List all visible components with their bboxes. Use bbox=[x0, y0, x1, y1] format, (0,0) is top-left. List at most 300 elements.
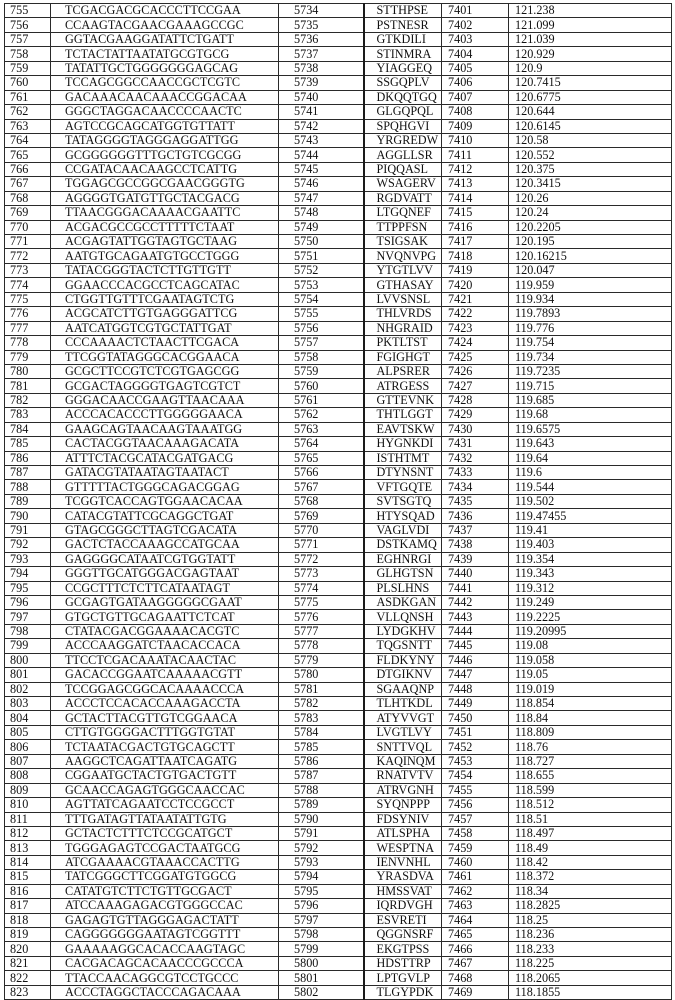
score-cell: 120.6145 bbox=[509, 119, 672, 133]
peptide-id-cell: 7464 bbox=[442, 913, 509, 927]
peptide-cell: EKGTPSS bbox=[364, 942, 442, 956]
row-index-cell: 823 bbox=[5, 985, 51, 999]
peptide-id-cell: 7409 bbox=[442, 119, 509, 133]
score-cell: 118.372 bbox=[509, 870, 672, 884]
peptide-cell: IQRDVGH bbox=[364, 899, 442, 913]
dna-sequence-cell: GGGACAACCGAAGTTAACAAA bbox=[51, 393, 279, 407]
table-row bbox=[5, 393, 672, 407]
score-cell: 120.24 bbox=[509, 206, 672, 220]
sequence-id-cell: 5749 bbox=[279, 220, 364, 234]
table-row bbox=[5, 350, 672, 364]
row-index-cell: 773 bbox=[5, 263, 51, 277]
row-index-cell: 822 bbox=[5, 971, 51, 985]
score-cell: 118.233 bbox=[509, 942, 672, 956]
peptide-cell: YTGTLVV bbox=[364, 263, 442, 277]
dna-sequence-cell: GACACCGGAATCAAAAACGTT bbox=[51, 668, 279, 682]
peptide-id-cell: 7416 bbox=[442, 220, 509, 234]
row-index-cell: 797 bbox=[5, 610, 51, 624]
dna-sequence-cell: TTTGATAGTTATAATATTGTG bbox=[51, 812, 279, 826]
table-row bbox=[5, 18, 672, 32]
score-cell: 120.7415 bbox=[509, 76, 672, 90]
table-row bbox=[5, 581, 672, 595]
table-row bbox=[5, 321, 672, 335]
row-index-cell: 759 bbox=[5, 61, 51, 75]
score-cell: 119.68 bbox=[509, 408, 672, 422]
table-row bbox=[5, 480, 672, 494]
dna-sequence-cell: ATCCAAAGAGACGTGGGCCAC bbox=[51, 899, 279, 913]
score-cell: 120.644 bbox=[509, 105, 672, 119]
sequence-id-cell: 5788 bbox=[279, 783, 364, 797]
peptide-id-cell: 7420 bbox=[442, 278, 509, 292]
table-row bbox=[5, 408, 672, 422]
table-row bbox=[5, 769, 672, 783]
table-row bbox=[5, 422, 672, 436]
table-row bbox=[5, 567, 672, 581]
score-cell: 119.544 bbox=[509, 480, 672, 494]
peptide-id-cell: 7444 bbox=[442, 624, 509, 638]
dna-sequence-cell: TATCGGGCTTCGGATGTGGCG bbox=[51, 870, 279, 884]
table-row bbox=[5, 263, 672, 277]
sequence-id-cell: 5750 bbox=[279, 235, 364, 249]
peptide-cell: SNTTVQL bbox=[364, 740, 442, 754]
peptide-id-cell: 7424 bbox=[442, 336, 509, 350]
peptide-cell: HTYSQAD bbox=[364, 509, 442, 523]
score-cell: 118.25 bbox=[509, 913, 672, 927]
peptide-cell: TQGSNTT bbox=[364, 639, 442, 653]
peptide-cell: ATRGESS bbox=[364, 379, 442, 393]
peptide-cell: HDSTTRP bbox=[364, 956, 442, 970]
table-row bbox=[5, 133, 672, 147]
sequence-id-cell: 5797 bbox=[279, 913, 364, 927]
peptide-id-cell: 7422 bbox=[442, 307, 509, 321]
peptide-id-cell: 7452 bbox=[442, 740, 509, 754]
table-row bbox=[5, 451, 672, 465]
sequence-id-cell: 5783 bbox=[279, 711, 364, 725]
peptide-cell: RGDVATT bbox=[364, 191, 442, 205]
dna-sequence-cell: GACTCTACCAAAGCCATGCAA bbox=[51, 538, 279, 552]
dna-sequence-cell: GGTACGAAGGATATTCTGATT bbox=[51, 32, 279, 46]
dna-sequence-cell: CTGGTTGTTTCGAATAGTCTG bbox=[51, 292, 279, 306]
row-index-cell: 816 bbox=[5, 884, 51, 898]
score-cell: 120.552 bbox=[509, 148, 672, 162]
score-cell: 119.019 bbox=[509, 682, 672, 696]
peptide-cell: YRASDVA bbox=[364, 870, 442, 884]
sequence-id-cell: 5752 bbox=[279, 263, 364, 277]
table-row bbox=[5, 812, 672, 826]
table-row bbox=[5, 711, 672, 725]
peptide-cell: STINMRA bbox=[364, 47, 442, 61]
peptide-cell: GLHGTSN bbox=[364, 567, 442, 581]
peptide-cell: SVTSGTQ bbox=[364, 494, 442, 508]
sequence-id-cell: 5777 bbox=[279, 624, 364, 638]
row-index-cell: 756 bbox=[5, 18, 51, 32]
score-cell: 118.42 bbox=[509, 855, 672, 869]
peptide-cell: VAGLVDI bbox=[364, 523, 442, 537]
table-row bbox=[5, 826, 672, 840]
dna-sequence-cell: CACTACGGTAACAAAGACATA bbox=[51, 437, 279, 451]
table-row bbox=[5, 494, 672, 508]
row-index-cell: 780 bbox=[5, 364, 51, 378]
peptide-id-cell: 7418 bbox=[442, 249, 509, 263]
sequence-id-cell: 5737 bbox=[279, 47, 364, 61]
dna-sequence-cell: AGTCCGCAGCATGGTGTTATT bbox=[51, 119, 279, 133]
score-cell: 119.734 bbox=[509, 350, 672, 364]
score-cell: 119.502 bbox=[509, 494, 672, 508]
row-index-cell: 803 bbox=[5, 697, 51, 711]
table-row bbox=[5, 307, 672, 321]
table-row bbox=[5, 653, 672, 667]
sequence-id-cell: 5770 bbox=[279, 523, 364, 537]
peptide-cell: WESPTNA bbox=[364, 841, 442, 855]
peptide-cell: WSAGERV bbox=[364, 177, 442, 191]
table-row bbox=[5, 47, 672, 61]
sequence-id-cell: 5745 bbox=[279, 162, 364, 176]
dna-sequence-cell: TATAGGGGTAGGGAGGATTGG bbox=[51, 133, 279, 147]
dna-sequence-cell: CATATGTCTTCTGTTGCGACT bbox=[51, 884, 279, 898]
row-index-cell: 804 bbox=[5, 711, 51, 725]
score-cell: 118.2065 bbox=[509, 971, 672, 985]
table-row bbox=[5, 292, 672, 306]
sequence-id-cell: 5792 bbox=[279, 841, 364, 855]
row-index-cell: 818 bbox=[5, 913, 51, 927]
sequence-id-cell: 5758 bbox=[279, 350, 364, 364]
dna-sequence-cell: ATCGAAAACGTAAACCACTTG bbox=[51, 855, 279, 869]
row-index-cell: 783 bbox=[5, 408, 51, 422]
dna-sequence-cell: GCTACTTACGTTGTCGGAACA bbox=[51, 711, 279, 725]
score-cell: 119.403 bbox=[509, 538, 672, 552]
peptide-cell: SPQHGVI bbox=[364, 119, 442, 133]
document-page bbox=[4, 3, 671, 1000]
sequence-id-cell: 5736 bbox=[279, 32, 364, 46]
row-index-cell: 796 bbox=[5, 595, 51, 609]
row-index-cell: 786 bbox=[5, 451, 51, 465]
dna-sequence-cell: CGGAATGCTACTGTGACTGTT bbox=[51, 769, 279, 783]
row-index-cell: 813 bbox=[5, 841, 51, 855]
score-cell: 120.26 bbox=[509, 191, 672, 205]
table-row bbox=[5, 509, 672, 523]
peptide-cell: FGIGHGT bbox=[364, 350, 442, 364]
row-index-cell: 778 bbox=[5, 336, 51, 350]
dna-sequence-cell: CCCAAAACTCTAACTTCGACA bbox=[51, 336, 279, 350]
peptide-id-cell: 7456 bbox=[442, 798, 509, 812]
sequence-id-cell: 5789 bbox=[279, 798, 364, 812]
score-cell: 119.6575 bbox=[509, 422, 672, 436]
score-cell: 119.7893 bbox=[509, 307, 672, 321]
dna-sequence-cell: CTATACGACGGAAAACACGTC bbox=[51, 624, 279, 638]
row-index-cell: 793 bbox=[5, 552, 51, 566]
row-index-cell: 795 bbox=[5, 581, 51, 595]
dna-sequence-cell: GCTACTCTTTCTCCGCATGCT bbox=[51, 826, 279, 840]
table-row bbox=[5, 855, 672, 869]
sequence-id-cell: 5790 bbox=[279, 812, 364, 826]
row-index-cell: 765 bbox=[5, 148, 51, 162]
sequence-id-cell: 5762 bbox=[279, 408, 364, 422]
row-index-cell: 799 bbox=[5, 639, 51, 653]
peptide-cell: LVVSNSL bbox=[364, 292, 442, 306]
score-cell: 119.249 bbox=[509, 595, 672, 609]
peptide-cell: EGHNRGI bbox=[364, 552, 442, 566]
score-cell: 121.099 bbox=[509, 18, 672, 32]
peptide-id-cell: 7430 bbox=[442, 422, 509, 436]
dna-sequence-cell: TATACGGGTACTCTTGTTGTT bbox=[51, 263, 279, 277]
dna-sequence-cell: TCGACGACGCACCCTTCCGAA bbox=[51, 4, 279, 18]
table-row bbox=[5, 870, 672, 884]
score-cell: 119.685 bbox=[509, 393, 672, 407]
peptide-cell: STTHPSE bbox=[364, 4, 442, 18]
score-cell: 120.047 bbox=[509, 263, 672, 277]
sequence-id-cell: 5757 bbox=[279, 336, 364, 350]
peptide-cell: ATRVGNH bbox=[364, 783, 442, 797]
row-index-cell: 766 bbox=[5, 162, 51, 176]
sequence-id-cell: 5776 bbox=[279, 610, 364, 624]
dna-sequence-cell: GATACGTATAATAGTAATACT bbox=[51, 466, 279, 480]
sequence-id-cell: 5734 bbox=[279, 4, 364, 18]
dna-sequence-cell: ACGCATCTTGTGAGGGATTCG bbox=[51, 307, 279, 321]
sequence-id-cell: 5781 bbox=[279, 682, 364, 696]
score-cell: 119.64 bbox=[509, 451, 672, 465]
score-cell: 118.655 bbox=[509, 769, 672, 783]
row-index-cell: 779 bbox=[5, 350, 51, 364]
sequence-id-cell: 5751 bbox=[279, 249, 364, 263]
dna-sequence-cell: GAAGCAGTAACAAGTAAATGG bbox=[51, 422, 279, 436]
table-row bbox=[5, 437, 672, 451]
peptide-id-cell: 7466 bbox=[442, 942, 509, 956]
score-cell: 119.754 bbox=[509, 336, 672, 350]
peptide-id-cell: 7440 bbox=[442, 567, 509, 581]
sequence-id-cell: 5796 bbox=[279, 899, 364, 913]
score-cell: 120.929 bbox=[509, 47, 672, 61]
table-row bbox=[5, 740, 672, 754]
peptide-cell: DKQQTGQ bbox=[364, 90, 442, 104]
peptide-cell: YIAGGEQ bbox=[364, 61, 442, 75]
table-row bbox=[5, 624, 672, 638]
table-row bbox=[5, 884, 672, 898]
dna-sequence-cell: TTAACGGGACAAAACGAATTC bbox=[51, 206, 279, 220]
sequence-id-cell: 5794 bbox=[279, 870, 364, 884]
score-cell: 119.643 bbox=[509, 437, 672, 451]
peptide-id-cell: 7458 bbox=[442, 826, 509, 840]
sequence-id-cell: 5785 bbox=[279, 740, 364, 754]
peptide-id-cell: 7435 bbox=[442, 494, 509, 508]
dna-sequence-cell: GTGCTGTTGCAGAATTCTCAT bbox=[51, 610, 279, 624]
peptide-cell: KAQINQM bbox=[364, 754, 442, 768]
sequence-id-cell: 5802 bbox=[279, 985, 364, 999]
peptide-cell: VFTGQTE bbox=[364, 480, 442, 494]
dna-sequence-cell: GTAGCGGGCTTAGTCGACATA bbox=[51, 523, 279, 537]
peptide-id-cell: 7419 bbox=[442, 263, 509, 277]
dna-sequence-cell: AATGTGCAGAATGTGCCTGGG bbox=[51, 249, 279, 263]
table-row bbox=[5, 971, 672, 985]
table-row bbox=[5, 364, 672, 378]
table-row bbox=[5, 235, 672, 249]
row-index-cell: 815 bbox=[5, 870, 51, 884]
score-cell: 119.20995 bbox=[509, 624, 672, 638]
peptide-cell: PKTLTST bbox=[364, 336, 442, 350]
table-row bbox=[5, 90, 672, 104]
table-row bbox=[5, 985, 672, 999]
peptide-id-cell: 7426 bbox=[442, 364, 509, 378]
peptide-cell: ASDKGAN bbox=[364, 595, 442, 609]
sequence-id-cell: 5740 bbox=[279, 90, 364, 104]
row-index-cell: 761 bbox=[5, 90, 51, 104]
peptide-cell: FLDKYNY bbox=[364, 653, 442, 667]
peptide-id-cell: 7429 bbox=[442, 408, 509, 422]
peptide-id-cell: 7437 bbox=[442, 523, 509, 537]
sequence-id-cell: 5753 bbox=[279, 278, 364, 292]
sequence-id-cell: 5778 bbox=[279, 639, 364, 653]
peptide-id-cell: 7411 bbox=[442, 148, 509, 162]
dna-sequence-cell: ACCCACACCCTTGGGGGAACA bbox=[51, 408, 279, 422]
dna-sequence-cell: GAGGGGCATAATCGTGGTATT bbox=[51, 552, 279, 566]
peptide-id-cell: 7408 bbox=[442, 105, 509, 119]
score-cell: 118.497 bbox=[509, 826, 672, 840]
row-index-cell: 770 bbox=[5, 220, 51, 234]
sequence-id-cell: 5793 bbox=[279, 855, 364, 869]
sequence-id-cell: 5746 bbox=[279, 177, 364, 191]
table-row bbox=[5, 249, 672, 263]
peptide-cell: SGAAQNP bbox=[364, 682, 442, 696]
dna-sequence-cell: GGGTTGCATGGGACGAGTAAT bbox=[51, 567, 279, 581]
table-body bbox=[5, 4, 672, 1000]
peptide-cell: EAVTSKW bbox=[364, 422, 442, 436]
peptide-cell: LVGTLVY bbox=[364, 725, 442, 739]
row-index-cell: 760 bbox=[5, 76, 51, 90]
row-index-cell: 794 bbox=[5, 567, 51, 581]
row-index-cell: 764 bbox=[5, 133, 51, 147]
peptide-id-cell: 7439 bbox=[442, 552, 509, 566]
row-index-cell: 781 bbox=[5, 379, 51, 393]
peptide-cell: DSTKAMQ bbox=[364, 538, 442, 552]
score-cell: 119.343 bbox=[509, 567, 672, 581]
peptide-id-cell: 7421 bbox=[442, 292, 509, 306]
dna-sequence-cell: CACGACAGCACAACCCGCCCA bbox=[51, 956, 279, 970]
row-index-cell: 790 bbox=[5, 509, 51, 523]
row-index-cell: 768 bbox=[5, 191, 51, 205]
sequence-id-cell: 5763 bbox=[279, 422, 364, 436]
sequence-id-cell: 5754 bbox=[279, 292, 364, 306]
peptide-id-cell: 7454 bbox=[442, 769, 509, 783]
row-index-cell: 762 bbox=[5, 105, 51, 119]
score-cell: 118.51 bbox=[509, 812, 672, 826]
peptide-cell: GTHASAY bbox=[364, 278, 442, 292]
sequence-id-cell: 5768 bbox=[279, 494, 364, 508]
dna-sequence-cell: AATCATGGTCGTGCTATTGAT bbox=[51, 321, 279, 335]
peptide-cell: HMSSVAT bbox=[364, 884, 442, 898]
peptide-id-cell: 7414 bbox=[442, 191, 509, 205]
table-row bbox=[5, 32, 672, 46]
dna-sequence-cell: TTCCTCGACAAATACAACTAC bbox=[51, 653, 279, 667]
row-index-cell: 784 bbox=[5, 422, 51, 436]
dna-sequence-cell: CAGGGGGGGAATAGTCGGTTT bbox=[51, 928, 279, 942]
peptide-id-cell: 7462 bbox=[442, 884, 509, 898]
table-row bbox=[5, 105, 672, 119]
table-row bbox=[5, 913, 672, 927]
sequence-id-cell: 5760 bbox=[279, 379, 364, 393]
dna-sequence-cell: CATACGTATTCGCAGGCTGAT bbox=[51, 509, 279, 523]
peptide-cell: GTKDILI bbox=[364, 32, 442, 46]
peptide-cell: PIQQASL bbox=[364, 162, 442, 176]
dna-sequence-cell: CCGCTTTCTCTTCATAATAGT bbox=[51, 581, 279, 595]
table-row bbox=[5, 191, 672, 205]
score-cell: 120.16215 bbox=[509, 249, 672, 263]
score-cell: 119.354 bbox=[509, 552, 672, 566]
peptide-cell: GLGQPQL bbox=[364, 105, 442, 119]
row-index-cell: 789 bbox=[5, 494, 51, 508]
peptide-id-cell: 7401 bbox=[442, 4, 509, 18]
peptide-cell: ESVRETI bbox=[364, 913, 442, 927]
score-cell: 118.809 bbox=[509, 725, 672, 739]
peptide-id-cell: 7459 bbox=[442, 841, 509, 855]
table-row bbox=[5, 61, 672, 75]
table-row bbox=[5, 697, 672, 711]
row-index-cell: 774 bbox=[5, 278, 51, 292]
peptide-cell: YRGREDW bbox=[364, 133, 442, 147]
score-cell: 119.05 bbox=[509, 668, 672, 682]
score-cell: 119.08 bbox=[509, 639, 672, 653]
row-index-cell: 820 bbox=[5, 942, 51, 956]
sequence-id-cell: 5739 bbox=[279, 76, 364, 90]
table-row bbox=[5, 639, 672, 653]
peptide-cell: SYQNPPP bbox=[364, 798, 442, 812]
row-index-cell: 814 bbox=[5, 855, 51, 869]
row-index-cell: 769 bbox=[5, 206, 51, 220]
peptide-cell: DTYNSNT bbox=[364, 466, 442, 480]
score-cell: 119.7235 bbox=[509, 364, 672, 378]
row-index-cell: 801 bbox=[5, 668, 51, 682]
row-index-cell: 819 bbox=[5, 928, 51, 942]
peptide-id-cell: 7413 bbox=[442, 177, 509, 191]
peptide-cell: THTLGGT bbox=[364, 408, 442, 422]
sequence-id-cell: 5744 bbox=[279, 148, 364, 162]
score-cell: 119.47455 bbox=[509, 509, 672, 523]
sequence-id-cell: 5786 bbox=[279, 754, 364, 768]
peptide-cell: ATYVVGT bbox=[364, 711, 442, 725]
dna-sequence-cell: CCGATACAACAAGCCTCATTG bbox=[51, 162, 279, 176]
peptide-cell: ATLSPHA bbox=[364, 826, 442, 840]
dna-sequence-cell: GGGCTAGGACAACCCCAACTC bbox=[51, 105, 279, 119]
sequence-id-cell: 5747 bbox=[279, 191, 364, 205]
table-row bbox=[5, 148, 672, 162]
score-cell: 118.599 bbox=[509, 783, 672, 797]
row-index-cell: 800 bbox=[5, 653, 51, 667]
peptide-id-cell: 7448 bbox=[442, 682, 509, 696]
peptide-cell: PLSLHNS bbox=[364, 581, 442, 595]
peptide-cell: TSIGSAK bbox=[364, 235, 442, 249]
peptide-id-cell: 7403 bbox=[442, 32, 509, 46]
score-cell: 120.6775 bbox=[509, 90, 672, 104]
dna-sequence-cell: GCAACCAGAGTGGGCAACCAC bbox=[51, 783, 279, 797]
table-row bbox=[5, 466, 672, 480]
table-row bbox=[5, 76, 672, 90]
dna-sequence-cell: AAGGCTCAGATTAATCAGATG bbox=[51, 754, 279, 768]
peptide-id-cell: 7447 bbox=[442, 668, 509, 682]
table-row bbox=[5, 668, 672, 682]
row-index-cell: 775 bbox=[5, 292, 51, 306]
dna-sequence-cell: GTTTTTACTGGGCAGACGGAG bbox=[51, 480, 279, 494]
sequence-id-cell: 5748 bbox=[279, 206, 364, 220]
peptide-cell: PSTNESR bbox=[364, 18, 442, 32]
table-row bbox=[5, 552, 672, 566]
sequence-id-cell: 5755 bbox=[279, 307, 364, 321]
dna-sequence-cell: ACCCTAGGCTACCCAGACAAA bbox=[51, 985, 279, 999]
peptide-id-cell: 7405 bbox=[442, 61, 509, 75]
table-row bbox=[5, 928, 672, 942]
sequence-id-cell: 5779 bbox=[279, 653, 364, 667]
dna-sequence-cell: ATTTCTACGCATACGATGACG bbox=[51, 451, 279, 465]
peptide-id-cell: 7415 bbox=[442, 206, 509, 220]
peptide-id-cell: 7410 bbox=[442, 133, 509, 147]
row-index-cell: 776 bbox=[5, 307, 51, 321]
